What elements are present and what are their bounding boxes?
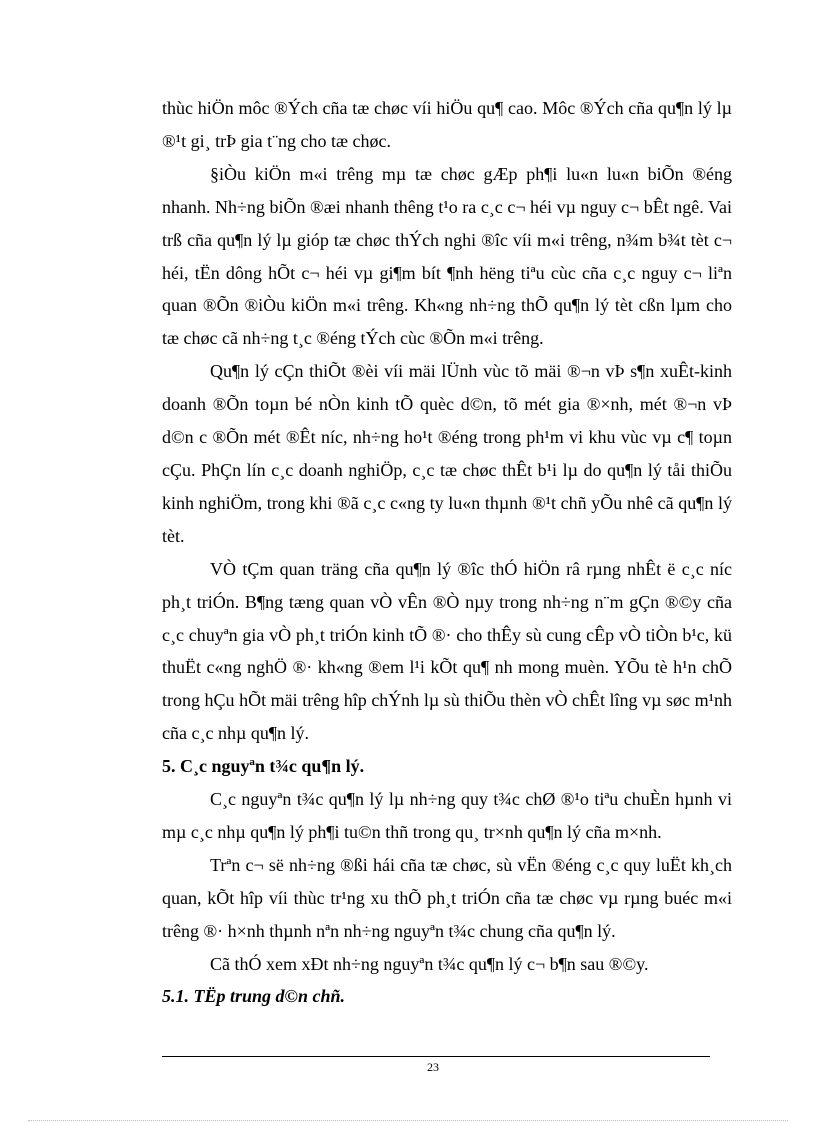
- paragraph-4: VÒ tÇm quan träng cña qu¶n lý ®îc thÓ hiÖn râ rµng nhÊt ë c¸c níc ph¸t triÓn. B¶ng tæng quan vÒ vÊn ®Ò nµy trong nh÷ng n¨m gÇn ®©y cña c¸c chuyªn gia vÒ ph¸t triÓn kinh tÕ ®· cho thÊy sù cung cÊp vÒ tiÒn b¹c, kü thuËt c«ng nghÖ ®· kh«ng ®em l¹i kÕt qu¶ nh mong muèn. YÕu tè h¹n chÕ trong hÇu hÕt mäi trêng hîp chÝnh lµ sù thiÕu thèn vÒ chÊt lîng vµ søc m¹nh cña c¸c nhµ qu¶n lý.: [162, 558, 732, 744]
- paragraph-3: Qu¶n lý cÇn thiÕt ®èi víi mäi lÜnh vùc tõ mäi ®¬n vÞ s¶n xuÊt-kinh doanh ®Õn toµn bé nÒn kinh tÕ quèc d©n, tõ mét gia ®×nh, mét ®¬n vÞ d©n c ®Õn mét ®Êt níc, nh÷ng ho¹t ®éng trong ph¹m vi khu vùc vµ c¶ toµn cÇu. PhÇn lín c¸c doanh nghiÖp, c¸c tæ chøc thÊt b¹i lµ do qu¶n lý tåi thiÕu kinh nghiÖm, trong khi ®ã c¸c c«ng ty lu«n thµnh ®¹t chñ yÕu nhê cã qu¶n lý tèt.: [162, 361, 732, 546]
- paragraph-5: C¸c nguyªn t¾c qu¶n lý lµ nh÷ng quy t¾c chØ ®¹o tiªu chuÈn hµnh vi mµ c¸c nhµ qu¶n lý ph¶i tu©n thñ trong qu¸ tr×nh qu¶n lý cña m×nh.: [162, 789, 732, 842]
- page-edge-dotted-line: [28, 1120, 788, 1121]
- section-heading-5: 5. C¸c nguyªn t¾c qu¶n lý.: [162, 756, 365, 777]
- paragraph-1: thùc hiÖn môc ®Ých cña tæ chøc víi hiÖu qu¶ cao. Môc ®Ých cña qu¶n lý lµ ®¹t gi¸ trÞ gia t¨ng cho tæ chøc.: [162, 98, 732, 151]
- paragraph-6: Trªn c¬ së nh÷ng ®ßi hái cña tæ chøc, sù vËn ®éng c¸c quy luËt kh¸ch quan, kÕt hîp víi thùc tr¹ng xu thÕ ph¸t triÓn cña tæ chøc vµ rµng buéc m«i trêng ®· h×nh thµnh nªn nh÷ng nguyªn t¾c chung cña qu¶n lý.: [162, 854, 732, 941]
- document-body: [162, 92, 732, 1013]
- paragraph-2: §iÒu kiÖn m«i trêng mµ tæ chøc gÆp ph¶i lu«n lu«n biÕn ®éng nhanh. Nh÷ng biÕn ®æi nhanh thêng t¹o ra c¸c c¬ héi vµ nguy c¬ bÊt ngê. Vai trß cña qu¶n lý lµ gióp tæ chøc thÝch nghi ®îc víi m«i trêng, n¾m b¾t tèt c¬ héi, tËn dông hÕt c¬ héi vµ gi¶m bít ¶nh hëng tiªu cùc cña c¸c nguy c¬ liªn quan ®Õn ®iÒu kiÖn m«i trêng. Kh«ng nh÷ng thÕ qu¶n lý tèt cßn lµm cho tæ chøc cã nh÷ng t¸c ®éng tÝch cùc ®Õn m«i trêng.: [162, 163, 732, 349]
- page-number: 23: [427, 1060, 439, 1074]
- subsection-heading-5-1: 5.1. TËp trung d©n chñ.: [162, 986, 345, 1007]
- paragraph-7: Cã thÓ xem xÐt nh÷ng nguyªn t¾c qu¶n lý c¬ b¶n sau ®©y.: [210, 953, 649, 974]
- footer-rule: [162, 1056, 710, 1057]
